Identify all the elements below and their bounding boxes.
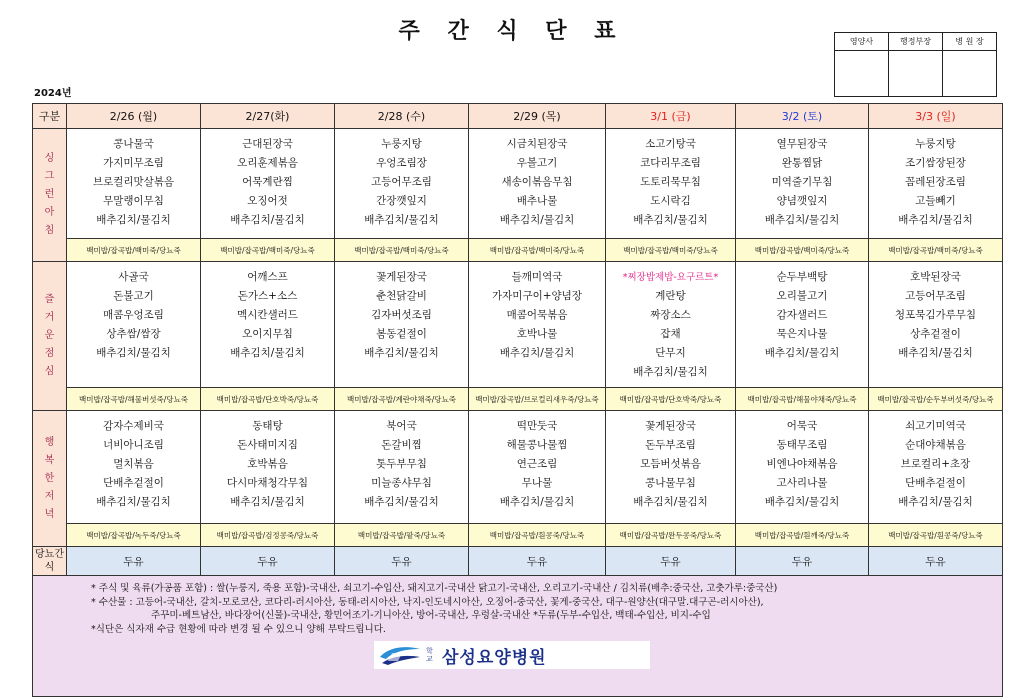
menu-item: 매콤우엉조림 <box>103 309 164 321</box>
page-title: 주 간 식 단 표 <box>398 19 626 44</box>
menu-item: 어깨스프 <box>247 271 288 283</box>
menu-item: 시금치된장국 <box>506 138 568 150</box>
meal-row <box>33 129 1003 239</box>
approval-admin-sign <box>889 51 943 97</box>
menu-item: 양념깻잎지 <box>776 195 828 207</box>
menu-cell <box>606 262 736 388</box>
menu-cell <box>469 262 606 388</box>
menu-item: 어묵국 <box>786 420 818 432</box>
approval-box <box>834 32 997 97</box>
menu-item: 배추김치/물김치 <box>364 214 439 226</box>
day-header: 3/1 (금) <box>606 104 736 129</box>
menu-item: 누룽지탕 <box>381 138 422 150</box>
rice-row <box>33 239 1003 262</box>
rice-options: 백미밥/잡곡밥/완두콩죽/당뇨죽 <box>606 524 736 547</box>
snack-category: 당뇨간식 <box>33 547 67 576</box>
note-line: * 주식 및 육류(가공품 포함) : 쌀(누룽지, 죽용 포함)-국내산, 쇠고기-수입산, 돼지고기-국내산 닭고기-국내산, 오리고기-국내산 / 김치류(배추:중국산, 고춧가루:중국산) <box>91 583 778 594</box>
snack-item: 두유 <box>335 547 469 576</box>
menu-item: 사골국 <box>118 271 149 283</box>
meal-category-label: 싱그런아침 <box>44 153 55 236</box>
menu-item: 고등어무조림 <box>905 290 966 302</box>
meal-row <box>33 411 1003 524</box>
menu-item: 브로컬리+초장 <box>900 458 971 470</box>
origin-notes <box>33 576 1003 697</box>
snack-item: 두유 <box>869 547 1003 576</box>
menu-item: 배추김치/물김치 <box>499 347 575 359</box>
meal-category-label: 행복한저녁 <box>44 436 55 520</box>
rice-options: 백미밥/잡곡밥/백미죽/당뇨죽 <box>67 239 201 262</box>
rice-options: 백미밥/잡곡밥/계란야채죽/당뇨죽 <box>335 388 469 411</box>
menu-cell <box>201 129 335 239</box>
menu-item: 배추김치/물김치 <box>96 214 171 226</box>
menu-item: 오리훈제볶음 <box>237 157 298 169</box>
logo-mark-icon <box>378 643 422 667</box>
menu-item: 다시마채청각무침 <box>226 477 309 489</box>
menu-item: 배추김치/물김치 <box>898 347 973 359</box>
rice-options: 백미밥/잡곡밥/해물버섯죽/당뇨죽 <box>67 388 201 411</box>
rice-options: 백미밥/잡곡밥/팥죽/당뇨죽 <box>335 524 469 547</box>
menu-cell <box>869 129 1003 239</box>
rice-options: 백미밥/잡곡밥/단호박죽/당뇨죽 <box>201 388 335 411</box>
menu-item: 배추김치/물김치 <box>764 347 840 359</box>
menu-item: 잡채 <box>660 328 681 340</box>
menu-cell <box>469 129 606 239</box>
menu-item: 순두부백탕 <box>776 271 828 283</box>
menu-item: 간장깻잎지 <box>376 195 427 207</box>
menu-item: 고들빼기 <box>915 195 956 207</box>
menu-item: 봄동겉절이 <box>376 328 427 340</box>
rice-options: 백미밥/잡곡밥/흰콩죽/당뇨죽 <box>469 524 606 547</box>
menu-item: 청포묵김가루무침 <box>894 309 977 321</box>
approval-director-sign <box>943 51 997 97</box>
menu-item: 미역줄기무침 <box>771 176 833 188</box>
menu-cell <box>335 411 469 524</box>
menu-item: 근대된장국 <box>242 138 293 150</box>
menu-item: 무말랭이무침 <box>103 195 164 207</box>
snack-item: 두유 <box>736 547 869 576</box>
notes-row <box>33 576 1003 697</box>
rice-row <box>33 524 1003 547</box>
snack-item: 두유 <box>469 547 606 576</box>
menu-item: 해물콩나물찜 <box>506 439 568 451</box>
menu-item: 배추김치/물김치 <box>499 214 575 226</box>
menu-item: 배추김치/물김치 <box>898 214 973 226</box>
menu-item: 모듬버섯볶음 <box>640 458 701 470</box>
menu-item: 순대야채볶음 <box>905 439 966 451</box>
rice-options: 백미밥/잡곡밥/순두부버섯죽/당뇨죽 <box>869 388 1003 411</box>
menu-item: 상추쌈/쌈장 <box>106 328 161 340</box>
menu-item: 떡만둣국 <box>516 420 558 432</box>
menu-item: 멸치볶음 <box>113 458 154 470</box>
menu-item: 감자샐러드 <box>776 309 828 321</box>
rice-options: 백미밥/잡곡밥/백미죽/당뇨죽 <box>736 239 869 262</box>
rice-options: 백미밥/잡곡밥/흰깨죽/당뇨죽 <box>736 524 869 547</box>
menu-cell <box>869 411 1003 524</box>
menu-item: 배추김치/물김치 <box>364 496 439 508</box>
menu-cell <box>67 129 201 239</box>
menu-cell <box>736 262 869 388</box>
menu-item: 단무지 <box>655 347 686 359</box>
day-header: 3/3 (일) <box>869 104 1003 129</box>
menu-item: 누룽지탕 <box>915 138 956 150</box>
approval-admin-label: 행정부장 <box>889 33 943 51</box>
menu-cell <box>606 411 736 524</box>
rice-options: 백미밥/잡곡밥/브로컬리새우죽/당뇨죽 <box>469 388 606 411</box>
menu-item: 배추김치/물김치 <box>898 496 973 508</box>
menu-item: 호박나물 <box>516 328 558 340</box>
menu-item: 오징어젓 <box>247 195 288 207</box>
rice-row <box>33 388 1003 411</box>
rice-options: 백미밥/잡곡밥/백미죽/당뇨죽 <box>469 239 606 262</box>
menu-cell <box>67 411 201 524</box>
menu-item: 오리불고기 <box>776 290 828 302</box>
menu-item: 김자버섯조림 <box>371 309 432 321</box>
menu-item: 배추김치/물김치 <box>764 214 840 226</box>
menu-cell <box>469 411 606 524</box>
menu-item: 배추김치/물김치 <box>96 496 171 508</box>
menu-cell <box>201 411 335 524</box>
menu-item: *찌장밥제밥-요구르트* <box>622 272 719 283</box>
menu-item: 동태탕 <box>252 420 283 432</box>
rice-options: 백미밥/잡곡밥/녹두죽/당뇨죽 <box>67 524 201 547</box>
menu-item: 열무된장국 <box>776 138 828 150</box>
rice-options: 백미밥/잡곡밥/백미죽/당뇨죽 <box>335 239 469 262</box>
menu-item: 우볼고기 <box>516 157 558 169</box>
day-header: 3/2 (토) <box>736 104 869 129</box>
menu-item: 호박볶음 <box>247 458 288 470</box>
menu-item: 상추겉절이 <box>910 328 961 340</box>
year-label: 2024년 <box>34 88 72 99</box>
day-header: 2/27(화) <box>201 104 335 129</box>
menu-item: 계란탕 <box>655 290 686 302</box>
menu-item: 배추김치/물김치 <box>499 496 575 508</box>
rice-options: 백미밥/잡곡밥/백미죽/당뇨죽 <box>869 239 1003 262</box>
approval-dietitian-sign <box>835 51 889 97</box>
menu-item: 고등어무조림 <box>371 176 432 188</box>
meal-category <box>33 129 67 262</box>
menu-item: 도토리묵무침 <box>640 176 701 188</box>
menu-cell <box>335 262 469 388</box>
menu-item: 무나물 <box>521 477 553 489</box>
logo-small-text: 학교 <box>426 647 433 663</box>
note-line: 주꾸미-베트남산, 바다장어(신물)-국내산, 황민어조기-기니아산, 방어-국내산, 우렁살-국내산 *두류(두부-수입산, 백태-수입산, 비지-수입 <box>151 610 711 621</box>
menu-item: 북어국 <box>386 420 417 432</box>
menu-table <box>32 103 1003 697</box>
menu-item: 가지미무조림 <box>103 157 164 169</box>
menu-item: 돈불고기 <box>113 290 154 302</box>
menu-item: 배추나물 <box>516 195 558 207</box>
menu-item: 소고기탕국 <box>645 138 696 150</box>
menu-item: 배추김치/물김치 <box>633 496 708 508</box>
approval-dietitian-label: 영양사 <box>835 33 889 51</box>
menu-cell <box>869 262 1003 388</box>
menu-item: 배추김치/물김치 <box>633 214 708 226</box>
menu-item: 배추김치/물김치 <box>230 214 305 226</box>
menu-item: 너비아니조림 <box>103 439 164 451</box>
menu-cell <box>67 262 201 388</box>
menu-item: 돈두부조림 <box>645 439 696 451</box>
menu-item: 브로컬리맛살볶음 <box>92 176 175 188</box>
menu-item: 코다리무조림 <box>640 157 701 169</box>
menu-item: 새송이볶음무침 <box>501 176 573 188</box>
rice-options: 백미밥/잡곡밥/해물야채죽/당뇨죽 <box>736 388 869 411</box>
menu-item: 도시락김 <box>650 195 691 207</box>
menu-item: 돈갈비찜 <box>381 439 422 451</box>
menu-item: 멕시칸샐러드 <box>237 309 298 321</box>
snack-item: 두유 <box>606 547 736 576</box>
menu-item: 비엔나야채볶음 <box>766 458 838 470</box>
snack-item: 두유 <box>67 547 201 576</box>
menu-item: 돈사태미지짐 <box>237 439 298 451</box>
day-header-row <box>33 104 1003 129</box>
meal-row <box>33 262 1003 388</box>
menu-cell <box>335 129 469 239</box>
rice-options: 백미밥/잡곡밥/검정콩죽/당뇨죽 <box>201 524 335 547</box>
day-header: 2/28 (수) <box>335 104 469 129</box>
menu-item: 오이지무침 <box>242 328 293 340</box>
hospital-logo <box>374 641 650 669</box>
menu-item: 콩나물국 <box>113 138 154 150</box>
menu-item: 어묵계란찜 <box>242 176 293 188</box>
menu-item: 미늘종샤무침 <box>371 477 432 489</box>
menu-item: 쇠고기미역국 <box>905 420 966 432</box>
menu-item: 우엉조림장 <box>376 157 427 169</box>
menu-item: 꽃게된장국 <box>376 271 427 283</box>
menu-cell <box>606 129 736 239</box>
logo-name: 삼성요양병원 <box>442 647 547 668</box>
snack-item: 두유 <box>201 547 335 576</box>
approval-director-label: 병 원 장 <box>943 33 997 51</box>
menu-item: 감자수제비국 <box>103 420 164 432</box>
menu-item: 배추김치/물김치 <box>230 347 305 359</box>
menu-item: 돈가스+소스 <box>237 290 298 302</box>
menu-item: 단배추겉절이 <box>103 477 164 489</box>
menu-item: 배추김치/물김치 <box>364 347 439 359</box>
menu-item: 고사리나물 <box>776 477 828 489</box>
menu-item: 완통찜닭 <box>781 157 823 169</box>
menu-item: 배추김치/물김치 <box>230 496 305 508</box>
menu-cell <box>736 411 869 524</box>
note-line: * 수산물 : 고등어-국내산, 갈치-모로코산, 코다리-러시아산, 동태-러시아산, 낙지-인도네시아산, 오징어-중국산, 꽃게-중국산, 대구-원양산(대구말.대구곤-러시아산), <box>91 596 764 608</box>
menu-item: 꽃게된장국 <box>645 420 696 432</box>
menu-item: 호박된장국 <box>910 271 961 283</box>
menu-cell <box>736 129 869 239</box>
menu-item: 콩나물무침 <box>645 477 696 489</box>
menu-item: 묵은지나물 <box>776 328 828 340</box>
menu-item: 짜장소스 <box>650 309 691 321</box>
menu-item: 꼼레된장조림 <box>905 176 966 188</box>
day-header: 2/29 (목) <box>469 104 606 129</box>
rice-options: 백미밥/잡곡밥/백미죽/당뇨죽 <box>606 239 736 262</box>
menu-item: 단배추겉절이 <box>905 477 966 489</box>
note-line: *식단은 식자재 수급 현황에 따라 변경 될 수 있으니 양해 부탁드립니다. <box>91 623 386 635</box>
menu-item: 톳두부무침 <box>376 458 427 470</box>
rice-options: 백미밥/잡곡밥/백미죽/당뇨죽 <box>201 239 335 262</box>
meal-category-label: 즐거운점심 <box>44 294 55 377</box>
menu-cell <box>201 262 335 388</box>
menu-item: 배추김치/물김치 <box>633 366 708 378</box>
menu-item: 배추김치/물김치 <box>96 347 171 359</box>
corner-label: 구분 <box>33 104 67 129</box>
menu-item: 동태무조림 <box>776 439 828 451</box>
meal-category <box>33 262 67 411</box>
meal-category <box>33 411 67 547</box>
menu-item: 매콤어묵볶음 <box>506 309 568 321</box>
menu-item: 연근조림 <box>516 458 558 470</box>
menu-item: 들깨미역국 <box>511 271 563 283</box>
snack-row <box>33 547 1003 576</box>
rice-options: 백미밥/잡곡밥/흰콩죽/당뇨죽 <box>869 524 1003 547</box>
day-header: 2/26 (월) <box>67 104 201 129</box>
menu-item: 춘천닭갈비 <box>376 290 427 302</box>
menu-item: 조기쌈장된장 <box>905 157 966 169</box>
menu-item: 배추김치/물김치 <box>764 496 840 508</box>
rice-options: 백미밥/잡곡밥/단호박죽/당뇨죽 <box>606 388 736 411</box>
menu-item: 가자미구이+양념장 <box>492 290 582 302</box>
